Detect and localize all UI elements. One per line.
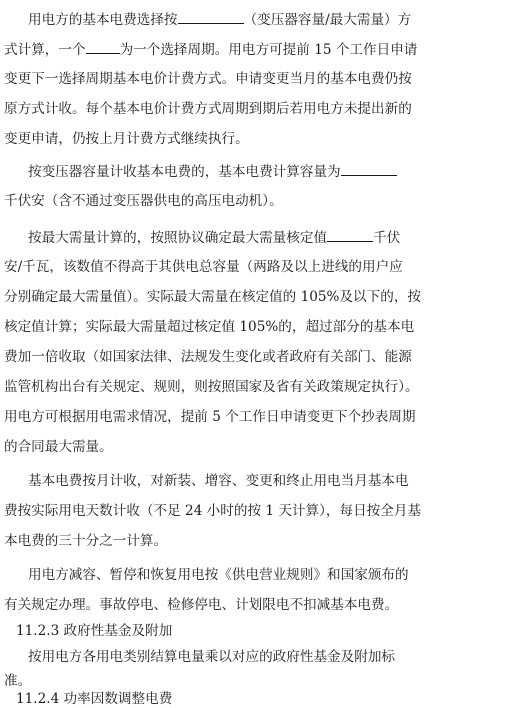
text-line — [0, 502, 421, 520]
text-segment: 按用电方各用电类别结算电量乘以对应的政府性基金及附加标 — [28, 649, 396, 665]
text-segment: 准。 — [4, 673, 32, 689]
heading-text: 11.2.4 功率因数调整电费 — [16, 691, 173, 707]
text-line — [0, 162, 397, 180]
text-line — [0, 70, 412, 88]
text-line — [0, 596, 398, 614]
text-segment: 核定值计算；实际最大需量超过核定值 105%的，超过部分的基本电 — [4, 319, 415, 335]
text-segment: 变更下一选择周期基本电价计费方式。申请变更当月的基本电费仍按 — [4, 71, 412, 87]
text-line — [0, 378, 419, 396]
text-line — [0, 288, 421, 306]
fill-in-blank — [327, 228, 373, 242]
text-line — [0, 472, 409, 490]
text-line — [0, 348, 412, 366]
section-heading — [0, 622, 172, 640]
text-segment: （变压器容量/最大需量）方 — [243, 12, 412, 28]
text-segment: 的合同最大需量。 — [4, 439, 113, 455]
text-segment: 费按实际用电天数计收（不足 24 小时的按 1 天计算），每日按全月基 — [4, 503, 422, 519]
text-segment: 分别确定最大需量值）。实际最大需量在核定值的 105%及以下的，按 — [4, 289, 422, 305]
text-line — [0, 408, 416, 426]
text-line — [0, 648, 395, 666]
text-segment: 千伏安（含不通过变压器供电的高压电动机）。 — [4, 193, 283, 209]
text-segment: 按最大需量计算的，按照协议确定最大需量核定值 — [28, 230, 328, 246]
text-segment: 安/千瓦，该数值不得高于其供电总容量（两路及以上进线的用户应 — [4, 259, 403, 275]
fill-in-blank — [341, 162, 397, 176]
text-line — [0, 438, 113, 456]
text-line — [0, 318, 414, 336]
text-segment: 用电方的基本电费选择按 — [28, 12, 178, 28]
text-line — [0, 10, 411, 28]
text-line — [0, 258, 403, 276]
text-segment: 式计算，一个 — [4, 42, 86, 58]
section-heading — [0, 690, 172, 708]
text-line — [0, 228, 400, 246]
text-line — [0, 672, 31, 690]
text-line — [0, 130, 249, 148]
text-segment: 用电方可根据用电需求情况，提前 5 个工作日申请变更下个抄表周期 — [4, 409, 416, 425]
text-segment: 变更申请，仍按上月计费方式继续执行。 — [4, 131, 249, 147]
text-line — [0, 192, 283, 210]
text-line — [0, 100, 412, 118]
text-segment: 本电费的三十分之一计算。 — [4, 533, 168, 549]
heading-text: 11.2.3 政府性基金及附加 — [16, 623, 173, 639]
text-line — [0, 40, 417, 58]
text-line — [0, 532, 167, 550]
text-segment: 监管机构出台有关规定、规则，则按照国家及省有关政策规定执行）。 — [4, 379, 419, 395]
text-segment: 为一个选择周期。用电方可提前 15 个工作日申请 — [119, 42, 418, 58]
text-line — [0, 566, 409, 584]
text-segment: 费加一倍收取（如国家法律、法规发生变化或者政府有关部门、能源 — [4, 349, 412, 365]
text-segment: 用电方减容、暂停和恢复用电按《供电营业规则》和国家颁布的 — [28, 567, 409, 583]
text-segment: 按变压器容量计收基本电费的，基本电费计算容量为 — [28, 164, 341, 180]
fill-in-blank — [178, 10, 244, 24]
text-segment: 基本电费按月计收，对新装、增容、变更和终止用电当月基本电 — [28, 473, 409, 489]
text-segment: 原方式计收。每个基本电价计费方式周期到期后若用电方未提出新的 — [4, 101, 412, 117]
text-segment: 千伏 — [373, 230, 401, 246]
fill-in-blank — [86, 40, 120, 54]
text-segment: 有关规定办理。事故停电、检修停电、计划限电不扣减基本电费。 — [4, 597, 399, 613]
